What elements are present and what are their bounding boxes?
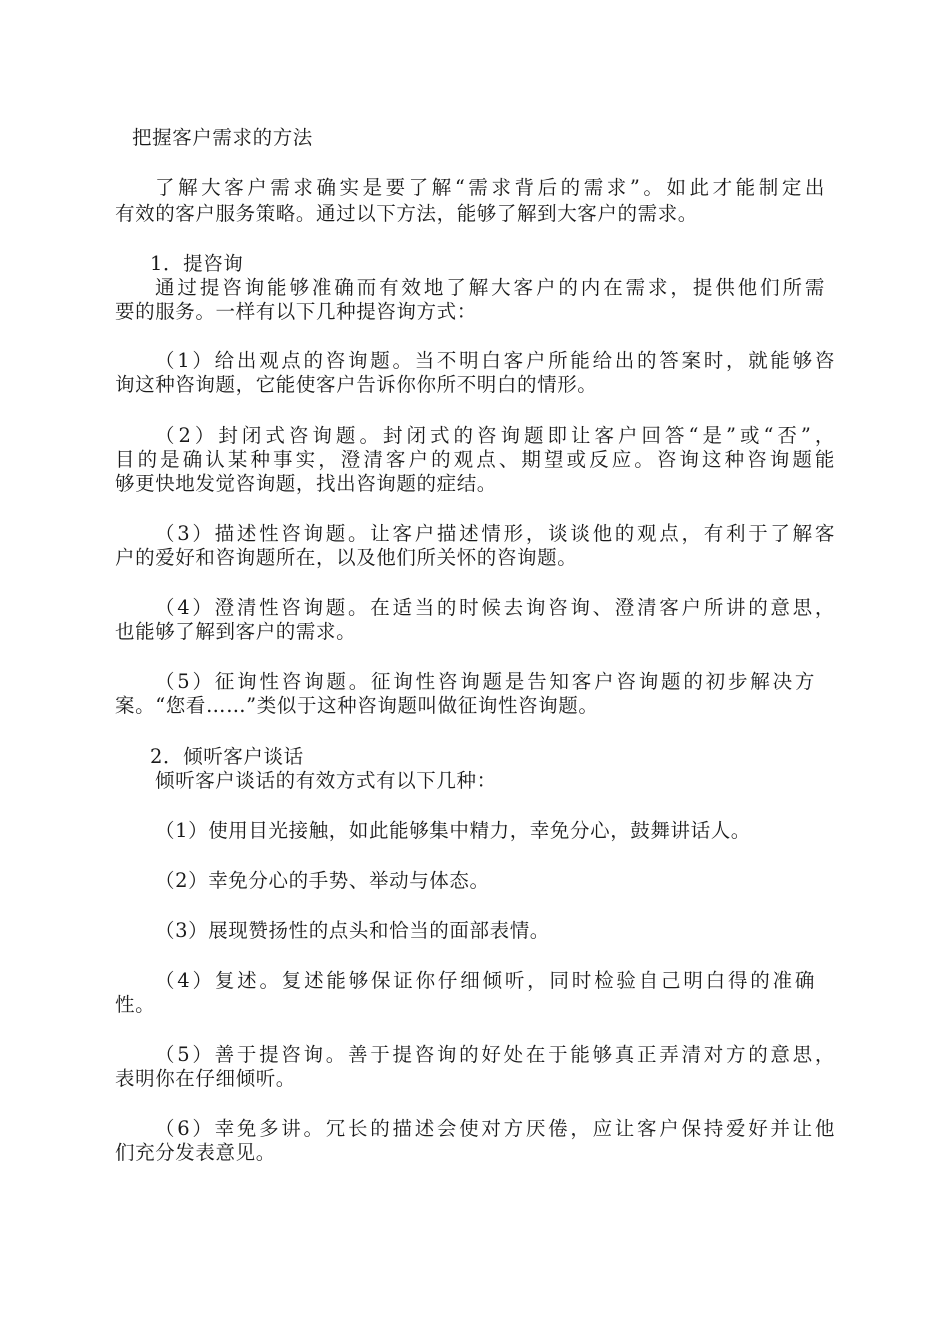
- section2-heading: 2．倾听客户谈话: [150, 745, 304, 768]
- section1-item-2-line-1: （2）封闭式咨询题。封闭式的咨询题即让客户回答“是”或“否”，: [155, 424, 835, 447]
- section1-item-3-line-1: （3）描述性咨询题。让客户描述情形，谈谈他的观点，有利于了解客: [155, 522, 835, 545]
- section2-item-4-line-2: 性。: [115, 993, 156, 1016]
- section2-item-6-line-2: 们充分发表意见。: [115, 1141, 276, 1164]
- section1-intro-line-2: 要的服务。一样有以下几种提咨询方式：: [115, 300, 477, 323]
- intro-line-1: 了解大客户需求确实是要了解“需求背后的需求”。如此才能制定出: [155, 176, 825, 199]
- section2-item-5-line-2: 表明你在仔细倾听。: [115, 1067, 296, 1090]
- section1-item-1-line-2: 询这种咨询题，它能使客户告诉你你所不明白的情形。: [115, 373, 598, 396]
- section1-intro-line-1: 通过提咨询能够准确而有效地了解大客户的内在需求，提供他们所需: [155, 276, 825, 299]
- document-title: 把握客户需求的方法: [132, 126, 313, 149]
- section2-intro: 倾听客户谈话的有效方式有以下几种：: [155, 769, 497, 792]
- section2-item-3: （3）展现赞扬性的点头和恰当的面部表情。: [155, 919, 550, 942]
- section1-item-1-line-1: （1）给出观点的咨询题。当不明白客户所能给出的答案时，就能够咨: [155, 349, 835, 372]
- section1-item-5-line-2: 案。“您看……”类似于这种咨询题叫做征询性咨询题。: [115, 694, 599, 717]
- section1-item-5-line-1: （5）征询性咨询题。征询性咨询题是告知客户咨询题的初步解决方: [155, 670, 815, 693]
- section2-item-2: （2）幸免分心的手势、举动与体态。: [155, 869, 490, 892]
- section2-item-4-line-1: （4）复述。复述能够保证你仔细倾听，同时检验自己明白得的准确: [155, 969, 815, 992]
- section1-item-3-line-2: 户的爱好和咨询题所在，以及他们所关怀的咨询题。: [115, 546, 578, 569]
- section2-item-6-line-1: （6）幸免多讲。冗长的描述会使对方厌倦，应让客户保持爱好并让他: [155, 1117, 835, 1140]
- section1-item-4-line-2: 也能够了解到客户的需求。: [115, 620, 357, 643]
- section1-item-2-line-3: 够更快地发觉咨询题，找出咨询题的症结。: [115, 472, 497, 495]
- section2-item-5-line-1: （5）善于提咨询。善于提咨询的好处在于能够真正弄清对方的意思，: [155, 1043, 835, 1066]
- section1-item-2-line-2: 目的是确认某种事实，澄清客户的观点、期望或反应。咨询这种咨询题能: [115, 448, 835, 471]
- section1-item-4-line-1: （4）澄清性咨询题。在适当的时候去询咨询、澄清客户所讲的意思，: [155, 596, 835, 619]
- section1-heading: 1．提咨询: [150, 252, 244, 275]
- section2-item-1: （1）使用目光接触，如此能够集中精力，幸免分心，鼓舞讲话人。: [155, 819, 751, 842]
- intro-line-2: 有效的客户服务策略。通过以下方法，能够了解到大客户的需求。: [115, 202, 698, 225]
